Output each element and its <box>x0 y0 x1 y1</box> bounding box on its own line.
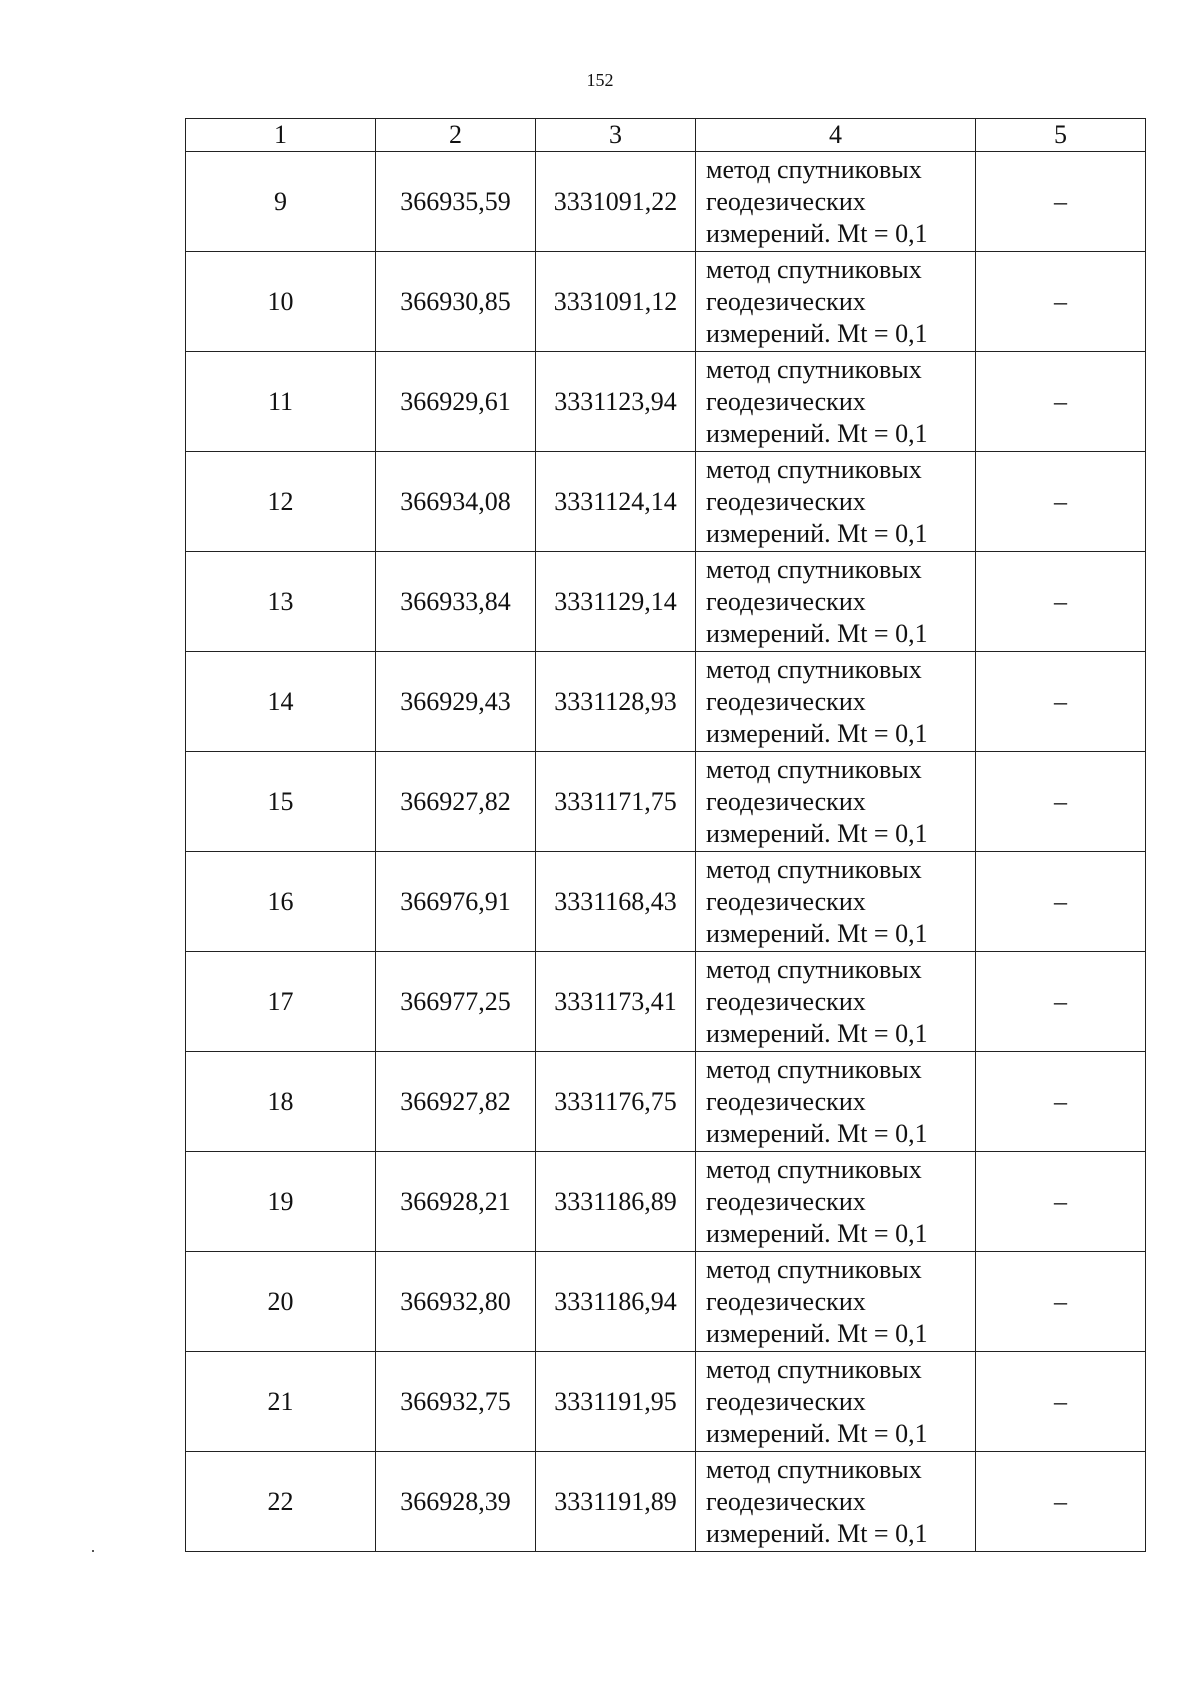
method-cell <box>696 852 976 952</box>
table-row <box>186 752 1146 852</box>
point-number-cell: 9 <box>186 152 376 252</box>
method-cell <box>696 1252 976 1352</box>
note-cell: – <box>976 852 1146 952</box>
y-coordinate-cell: 3331091,12 <box>536 252 696 352</box>
x-coordinate-cell: 366930,85 <box>376 252 536 352</box>
method-line: метод спутниковых <box>706 1354 922 1384</box>
page-number: 152 <box>586 70 614 90</box>
note-cell: – <box>976 652 1146 752</box>
method-line: измерений. Mt = 0,1 <box>706 218 928 248</box>
method-line: измерений. Mt = 0,1 <box>706 618 928 648</box>
point-number-cell: 22 <box>186 1452 376 1552</box>
method-line: метод спутниковых <box>706 1254 922 1284</box>
method-line: геодезических <box>706 1386 866 1416</box>
note-cell: – <box>976 1152 1146 1252</box>
y-coordinate-cell: 3331091,22 <box>536 152 696 252</box>
point-number-cell: 11 <box>186 352 376 452</box>
method-line: метод спутниковых <box>706 754 922 784</box>
method-line: измерений. Mt = 0,1 <box>706 1018 928 1048</box>
method-line: геодезических <box>706 1186 866 1216</box>
y-coordinate-cell: 3331124,14 <box>536 452 696 552</box>
table-row <box>186 252 1146 352</box>
point-number-cell: 14 <box>186 652 376 752</box>
coordinates-table <box>185 118 1146 1552</box>
x-coordinate-cell: 366977,25 <box>376 952 536 1052</box>
x-coordinate-cell: 366976,91 <box>376 852 536 952</box>
method-line: измерений. Mt = 0,1 <box>706 1118 928 1148</box>
method-line: метод спутниковых <box>706 1154 922 1184</box>
table-row <box>186 1352 1146 1452</box>
method-line: геодезических <box>706 1486 866 1516</box>
note-cell: – <box>976 552 1146 652</box>
point-number-cell: 20 <box>186 1252 376 1352</box>
table-row <box>186 1252 1146 1352</box>
x-coordinate-cell: 366929,43 <box>376 652 536 752</box>
x-coordinate-cell: 366928,39 <box>376 1452 536 1552</box>
method-line: геодезических <box>706 786 866 816</box>
method-line: метод спутниковых <box>706 154 922 184</box>
table-row <box>186 152 1146 252</box>
header-col-2: 2 <box>376 119 536 152</box>
method-line: метод спутниковых <box>706 654 922 684</box>
point-number-cell: 19 <box>186 1152 376 1252</box>
x-coordinate-cell: 366932,80 <box>376 1252 536 1352</box>
table-row <box>186 452 1146 552</box>
method-line: геодезических <box>706 1286 866 1316</box>
method-line: геодезических <box>706 386 866 416</box>
method-line: измерений. Mt = 0,1 <box>706 1418 928 1448</box>
method-cell <box>696 252 976 352</box>
method-line: измерений. Mt = 0,1 <box>706 518 928 548</box>
header-col-4: 4 <box>696 119 976 152</box>
x-coordinate-cell: 366934,08 <box>376 452 536 552</box>
point-number-cell: 18 <box>186 1052 376 1152</box>
method-cell <box>696 652 976 752</box>
method-line: измерений. Mt = 0,1 <box>706 1318 928 1348</box>
note-cell: – <box>976 1452 1146 1552</box>
method-line: метод спутниковых <box>706 454 922 484</box>
x-coordinate-cell: 366932,75 <box>376 1352 536 1452</box>
method-line: метод спутниковых <box>706 954 922 984</box>
method-line: геодезических <box>706 1086 866 1116</box>
method-line: геодезических <box>706 486 866 516</box>
point-number-cell: 13 <box>186 552 376 652</box>
method-cell <box>696 952 976 1052</box>
y-coordinate-cell: 3331128,93 <box>536 652 696 752</box>
note-cell: – <box>976 1052 1146 1152</box>
method-line: измерений. Mt = 0,1 <box>706 1218 928 1248</box>
table-row <box>186 1452 1146 1552</box>
method-cell <box>696 1452 976 1552</box>
table-row <box>186 1052 1146 1152</box>
y-coordinate-cell: 3331191,95 <box>536 1352 696 1452</box>
x-coordinate-cell: 366927,82 <box>376 752 536 852</box>
note-cell: – <box>976 352 1146 452</box>
table-row <box>186 952 1146 1052</box>
method-line: геодезических <box>706 286 866 316</box>
table-row <box>186 852 1146 952</box>
method-line: геодезических <box>706 586 866 616</box>
y-coordinate-cell: 3331168,43 <box>536 852 696 952</box>
header-col-1: 1 <box>186 119 376 152</box>
method-cell <box>696 1352 976 1452</box>
method-cell <box>696 1052 976 1152</box>
method-line: метод спутниковых <box>706 554 922 584</box>
note-cell: – <box>976 1252 1146 1352</box>
point-number-cell: 10 <box>186 252 376 352</box>
x-coordinate-cell: 366929,61 <box>376 352 536 452</box>
header-row <box>186 119 1146 152</box>
y-coordinate-cell: 3331176,75 <box>536 1052 696 1152</box>
y-coordinate-cell: 3331171,75 <box>536 752 696 852</box>
method-line: геодезических <box>706 686 866 716</box>
method-line: измерений. Mt = 0,1 <box>706 918 928 948</box>
method-cell <box>696 752 976 852</box>
note-cell: – <box>976 1352 1146 1452</box>
table-header <box>186 119 1146 152</box>
method-cell <box>696 1152 976 1252</box>
method-line: метод спутниковых <box>706 854 922 884</box>
method-line: метод спутниковых <box>706 354 922 384</box>
method-line: измерений. Mt = 0,1 <box>706 818 928 848</box>
point-number-cell: 12 <box>186 452 376 552</box>
method-line: метод спутниковых <box>706 254 922 284</box>
y-coordinate-cell: 3331186,94 <box>536 1252 696 1352</box>
method-line: метод спутниковых <box>706 1454 922 1484</box>
method-line: измерений. Mt = 0,1 <box>706 1518 928 1548</box>
x-coordinate-cell: 366927,82 <box>376 1052 536 1152</box>
table-row <box>186 352 1146 452</box>
table-body <box>186 152 1146 1552</box>
note-cell: – <box>976 152 1146 252</box>
method-cell <box>696 552 976 652</box>
y-coordinate-cell: 3331129,14 <box>536 552 696 652</box>
y-coordinate-cell: 3331123,94 <box>536 352 696 452</box>
note-cell: – <box>976 952 1146 1052</box>
point-number-cell: 16 <box>186 852 376 952</box>
method-line: геодезических <box>706 186 866 216</box>
table-row <box>186 1152 1146 1252</box>
y-coordinate-cell: 3331173,41 <box>536 952 696 1052</box>
method-line: геодезических <box>706 886 866 916</box>
y-coordinate-cell: 3331186,89 <box>536 1152 696 1252</box>
method-line: измерений. Mt = 0,1 <box>706 718 928 748</box>
method-cell <box>696 452 976 552</box>
note-cell: – <box>976 752 1146 852</box>
header-col-3: 3 <box>536 119 696 152</box>
method-cell <box>696 352 976 452</box>
method-cell <box>696 152 976 252</box>
method-line: измерений. Mt = 0,1 <box>706 418 928 448</box>
point-number-cell: 17 <box>186 952 376 1052</box>
y-coordinate-cell: 3331191,89 <box>536 1452 696 1552</box>
header-col-5: 5 <box>976 119 1146 152</box>
table-row <box>186 652 1146 752</box>
point-number-cell: 15 <box>186 752 376 852</box>
method-line: метод спутниковых <box>706 1054 922 1084</box>
table-row <box>186 552 1146 652</box>
method-line: измерений. Mt = 0,1 <box>706 318 928 348</box>
scan-speck <box>92 1550 94 1552</box>
point-number-cell: 21 <box>186 1352 376 1452</box>
note-cell: – <box>976 252 1146 352</box>
x-coordinate-cell: 366935,59 <box>376 152 536 252</box>
method-line: геодезических <box>706 986 866 1016</box>
x-coordinate-cell: 366928,21 <box>376 1152 536 1252</box>
x-coordinate-cell: 366933,84 <box>376 552 536 652</box>
note-cell: – <box>976 452 1146 552</box>
